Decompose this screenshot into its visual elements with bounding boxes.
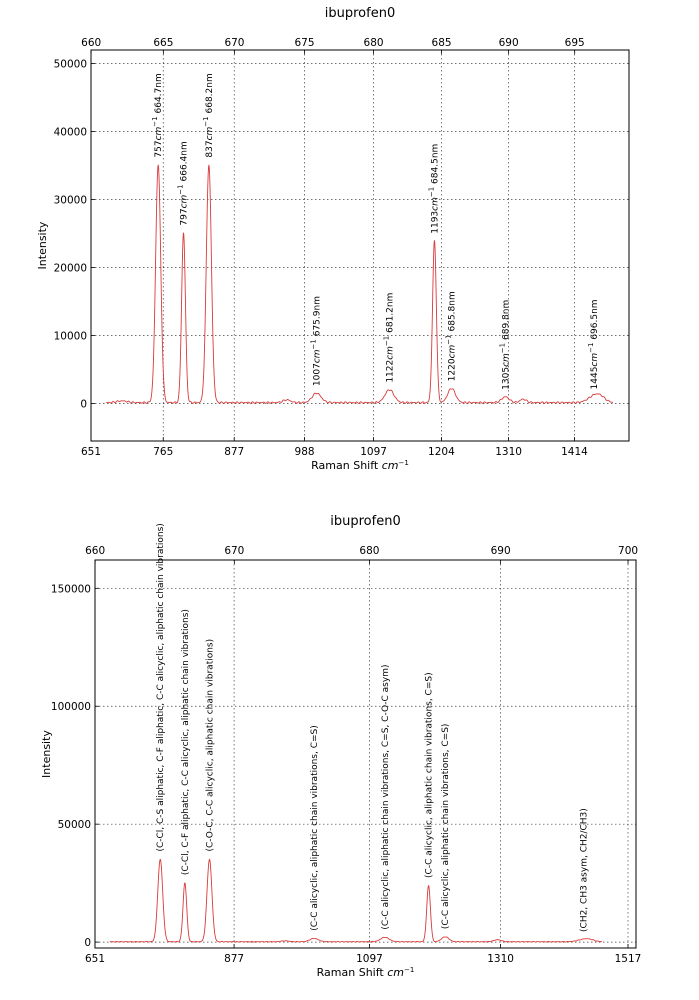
- top-tick-label: 660: [81, 37, 102, 49]
- x-tick-label: 1414: [561, 446, 588, 458]
- peak-annotation: $1193cm^{-1}$ 684.5nm: [427, 143, 441, 234]
- x-tick-label: 988: [294, 446, 315, 458]
- peak-annotation: $1305cm^{-1}$ 689.8nm: [498, 299, 512, 390]
- x-tick-label: 1204: [428, 446, 455, 458]
- y-tick-label: 20000: [53, 262, 87, 275]
- peak-annotation: $1220cm^{-1}$ 685.8nm: [444, 291, 458, 382]
- peak-annotation: $1122cm^{-1}$ 681.2nm: [382, 292, 396, 383]
- y-tick-label: 0: [84, 937, 91, 950]
- x-axis-label: Raman Shift $cm^{-1}$: [316, 966, 415, 979]
- top-tick-label: 690: [498, 37, 519, 49]
- x-tick-label: 1097: [360, 446, 387, 458]
- top-tick-label: 670: [224, 37, 245, 49]
- plot-frame: [91, 50, 629, 441]
- x-tick-label: 1517: [614, 953, 642, 965]
- x-tick-label: 877: [224, 953, 245, 965]
- x-tick-label: 765: [153, 446, 174, 458]
- top-tick-label: 660: [85, 545, 106, 557]
- x-tick-label: 877: [224, 446, 245, 458]
- y-tick-label: 50000: [57, 819, 91, 832]
- top-tick-label: 680: [359, 545, 380, 557]
- peak-annotation: $1445cm^{-1}$ 696.5nm: [587, 299, 601, 390]
- peak-annotation: (C-C alicyclic, aliphatic chain vibrations, C=S, C-O-C asym): [380, 664, 391, 930]
- y-tick-label: 0: [80, 398, 87, 411]
- top-tick-label: 695: [564, 37, 585, 49]
- top-tick-label: 680: [363, 37, 384, 49]
- top-tick-label: 665: [153, 37, 174, 49]
- peak-annotation: (CH2, CH3 asym, CH2/CH3): [579, 808, 590, 932]
- top-tick-label: 700: [618, 545, 639, 557]
- y-tick-label: 50000: [53, 58, 87, 71]
- y-tick-label: 30000: [53, 194, 87, 207]
- peak-annotation: (C-C alicyclic, aliphatic chain vibrations, C=S): [310, 725, 321, 931]
- peak-annotation: $757cm^{-1}$ 664.7nm: [151, 73, 165, 158]
- y-axis-label: Intensity: [36, 221, 49, 270]
- chart-title: ibuprofen0: [330, 514, 401, 529]
- peak-annotation: $797cm^{-1}$ 666.4nm: [176, 141, 190, 226]
- x-axis-label: Raman Shift $cm^{-1}$: [311, 459, 409, 472]
- y-tick-label: 40000: [53, 126, 87, 139]
- x-tick-label: 651: [84, 953, 106, 965]
- top-tick-label: 685: [431, 37, 452, 49]
- peak-annotation: $1007cm^{-1}$ 675.9nm: [309, 296, 323, 387]
- peak-annotation: (C-O-C, C-C alicyclic, aliphatic chain vibrations): [205, 638, 216, 852]
- chart-panel-peak-assignments: [40, 514, 641, 979]
- peak-annotation: (C-Cl, C-F aliphatic, C-C alicyclic, aliphatic chain vibrations): [180, 609, 191, 876]
- x-tick-label: 1310: [495, 446, 522, 458]
- peak-annotation: $837cm^{-1}$ 668.2nm: [201, 73, 215, 158]
- chart-title: ibuprofen0: [324, 6, 396, 21]
- y-tick-label: 150000: [50, 583, 91, 596]
- peak-annotation: (C-C alicyclic, aliphatic chain vibrations, C=S): [424, 672, 435, 878]
- y-tick-label: 100000: [50, 701, 91, 714]
- y-tick-label: 10000: [53, 330, 87, 343]
- chart-panel-peak-wavelengths: [36, 6, 629, 472]
- top-tick-label: 690: [490, 545, 511, 557]
- y-axis-label: Intensity: [40, 730, 53, 778]
- peak-annotation: (C-C alicyclic, aliphatic chain vibrations, C=S): [441, 723, 452, 930]
- x-tick-label: 651: [80, 446, 102, 458]
- plot-frame: [95, 560, 636, 948]
- top-tick-label: 675: [294, 37, 315, 49]
- peak-annotation: (C-Cl, C-S aliphatic, C-F aliphatic, C-C alicyclic, aliphatic chain vibrations): [156, 523, 167, 852]
- top-tick-label: 670: [224, 545, 245, 557]
- x-tick-label: 1097: [356, 953, 383, 965]
- x-tick-label: 1310: [487, 953, 514, 965]
